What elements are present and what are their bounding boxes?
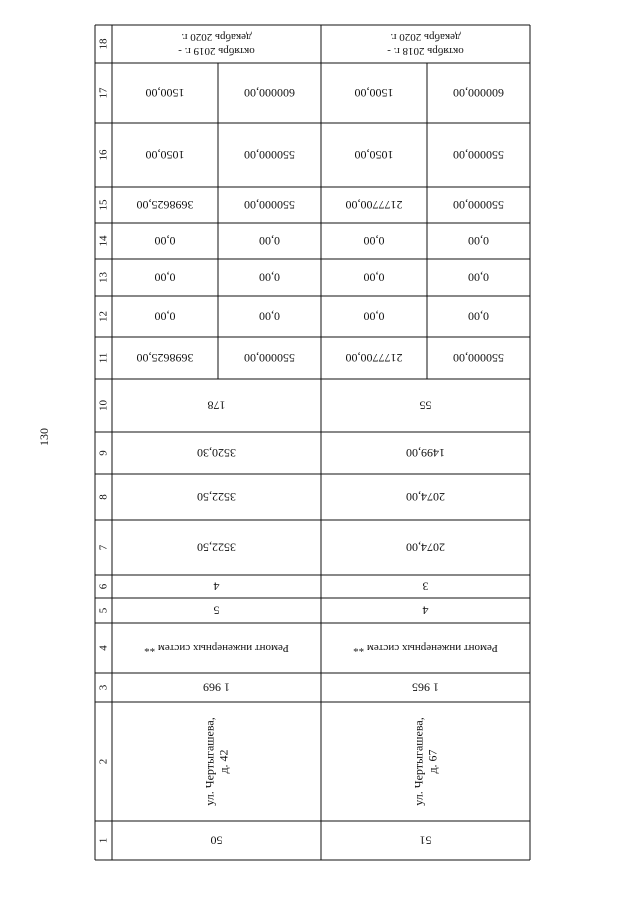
cell-value: 2177700,00: [345, 351, 403, 365]
cell-value: 0,00: [363, 270, 385, 285]
cell-value: 550000,00: [244, 351, 295, 365]
work-type: Ремонт инженерных систем **: [144, 642, 289, 654]
cell-value: 550000,00: [244, 198, 295, 212]
address-line: ул. Чертыгашева,: [411, 717, 426, 806]
cell-value: 550000,00: [453, 148, 504, 162]
column-number-12: 12: [97, 311, 110, 322]
column-number-1: 1: [97, 837, 110, 844]
cell-value: 0,00: [468, 309, 489, 324]
cell-value: 0,00: [259, 270, 280, 285]
cell-value: 3522,50: [197, 490, 236, 504]
cell-value: 1 965: [412, 680, 439, 695]
cell-value: 1050,00: [354, 148, 394, 162]
column-number-16: 16: [97, 149, 110, 161]
cell-value: 1050,00: [145, 148, 185, 162]
column-number-13: 13: [97, 272, 110, 283]
cell-value: 5: [213, 603, 220, 618]
column-number-6: 6: [97, 583, 110, 590]
address-line: ул. Чертыгашева,: [202, 717, 217, 806]
cell-value: 550000,00: [453, 351, 504, 365]
row-number: 51: [419, 833, 432, 848]
column-number-5: 5: [97, 607, 110, 614]
column-number-11: 11: [97, 352, 110, 364]
column-number-15: 15: [97, 199, 110, 211]
column-number-14: 14: [97, 235, 110, 247]
cell-value: 0,00: [468, 270, 489, 285]
cell-value: 1 969: [203, 680, 230, 695]
cell-value: 0,00: [259, 234, 280, 248]
address-line: д. 42: [216, 749, 231, 774]
address-line: д. 67: [425, 749, 440, 774]
cell-value: 0,00: [363, 234, 385, 248]
cell-value: 0,00: [154, 309, 176, 324]
row-number: 50: [210, 833, 223, 848]
column-number-17: 17: [97, 87, 110, 99]
cell-value: 1500,00: [145, 86, 185, 100]
cell-value: 2074,00: [406, 540, 445, 555]
period-line: октябрь 2019 г. -: [178, 45, 255, 57]
cell-value: 550000,00: [453, 198, 504, 212]
column-number-7: 7: [97, 544, 110, 551]
cell-value: 600000,00: [453, 86, 504, 100]
column-number-9: 9: [97, 450, 110, 456]
cell-value: 4: [422, 603, 429, 618]
cell-value: 4: [213, 579, 220, 594]
cell-value: 0,00: [259, 309, 280, 324]
cell-value: 3520,30: [197, 446, 236, 460]
cell-value: 2177700,00: [345, 198, 403, 212]
column-number-3: 3: [97, 684, 110, 691]
period-line: октябрь 2018 г. -: [387, 45, 464, 57]
cell-value: 550000,00: [244, 148, 295, 162]
cell-value: 1499,00: [406, 446, 445, 460]
cell-value: 178: [207, 398, 226, 413]
column-number-10: 10: [97, 400, 110, 411]
cell-value: 1500,00: [354, 86, 394, 100]
cell-value: 0,00: [154, 234, 176, 248]
cell-value: 55: [419, 398, 432, 413]
period-line: декабрь 2020 г.: [181, 31, 252, 43]
cell-value: 3522,50: [197, 540, 236, 555]
cell-value: 3698625,00: [136, 351, 194, 365]
page-number: 130: [37, 428, 51, 446]
cell-value: 3698625,00: [136, 198, 194, 212]
cell-value: 0,00: [363, 309, 385, 324]
column-number-8: 8: [97, 494, 110, 500]
work-type: Ремонт инженерных систем **: [353, 642, 498, 654]
cell-value: 600000,00: [244, 86, 295, 100]
cell-value: 0,00: [468, 234, 489, 248]
period-line: декабрь 2020 г.: [390, 31, 461, 43]
cell-value: 2074,00: [406, 490, 445, 504]
cell-value: 0,00: [154, 270, 176, 285]
column-number-2: 2: [97, 758, 110, 765]
column-number-18: 18: [97, 38, 110, 50]
cell-value: 3: [422, 579, 429, 594]
column-number-4: 4: [97, 645, 110, 651]
